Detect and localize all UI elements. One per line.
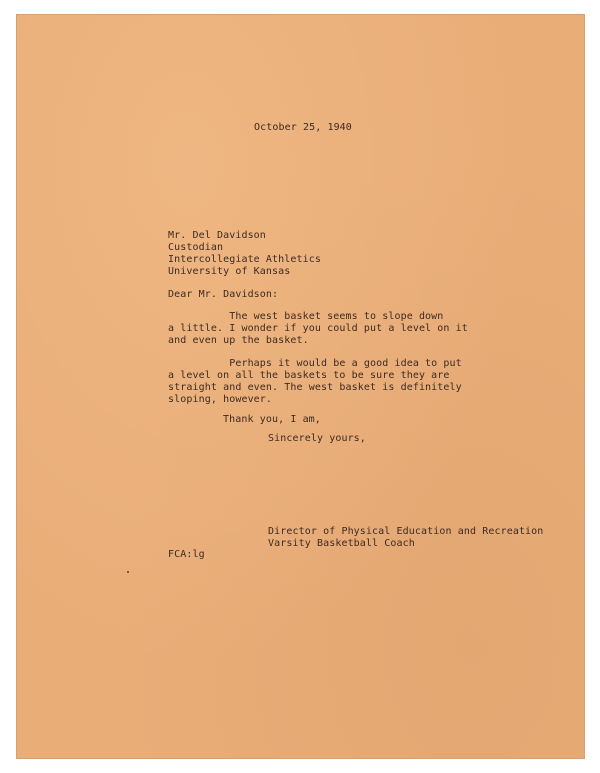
recipient-title: Custodian [168, 242, 224, 253]
signer-title-2: Varsity Basketball Coach [268, 538, 415, 549]
recipient-name: Mr. Del Davidson [168, 230, 266, 241]
paragraph-line: a little. I wonder if you could put a level on it [168, 323, 468, 334]
signer-block [268, 526, 543, 550]
body-paragraph-1 [168, 311, 468, 347]
recipient-address [168, 230, 321, 278]
paragraph-line: sloping, however. [168, 394, 273, 405]
paragraph-line: Perhaps it would be a good idea to put [168, 358, 462, 369]
reference-initials: FCA:lg [168, 549, 205, 560]
recipient-institution: University of Kansas [168, 266, 291, 277]
recipient-department: Intercollegiate Athletics [168, 254, 322, 265]
thanks-line: Thank you, I am, [223, 414, 321, 425]
body-paragraph-2 [168, 358, 462, 406]
letter-date: October 25, 1940 [254, 122, 352, 133]
signer-title-1: Director of Physical Education and Recreation [268, 526, 544, 537]
sign-off: Sincerely yours, [268, 433, 366, 444]
paper-speck [127, 571, 129, 573]
paragraph-line: The west basket seems to slope down [168, 311, 444, 322]
paragraph-line: and even up the basket. [168, 335, 309, 346]
paragraph-line: straight and even. The west basket is definitely [168, 382, 462, 393]
paragraph-line: a level on all the baskets to be sure they are [168, 370, 450, 381]
salutation: Dear Mr. Davidson: [168, 289, 279, 300]
